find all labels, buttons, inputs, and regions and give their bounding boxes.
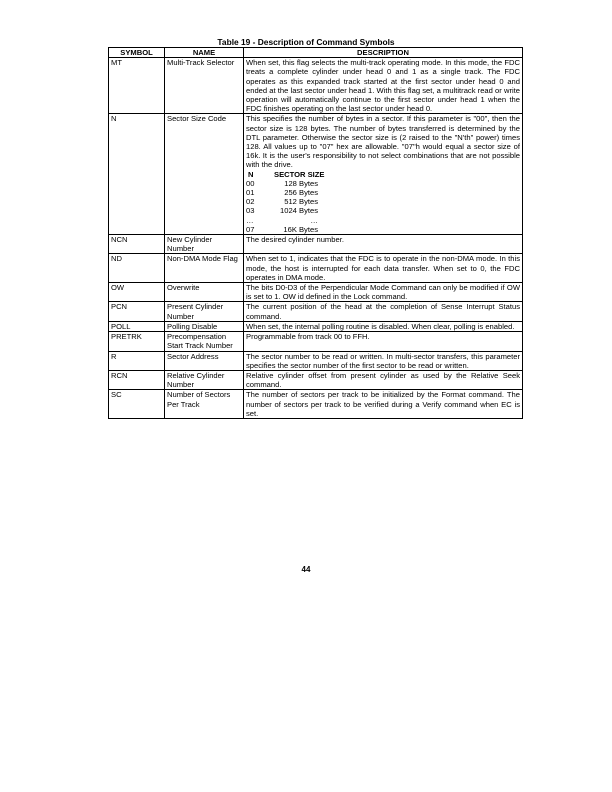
sector-size-n: 00	[246, 178, 255, 188]
sector-size-header-size: SECTOR SIZE	[274, 169, 325, 179]
table-row	[109, 58, 523, 114]
row-description: When set, this flag selects the multi-track operating mode. In this mode, the FDC treats a complete cylinder under head 0 and 1 as a single track. The FDC operates as this expanded track started at the first sector under head 0 and ended at the last sector under head 1. With this flag set, a multitrack read or write operation will automatically continue to the first sector under head 1 when the FDC finishes operating on the last sector under head 0.	[244, 58, 523, 114]
row-symbol: RCN	[109, 370, 165, 389]
row-description-cell	[244, 114, 523, 235]
row-description: When set to 1, indicates that the FDC is to operate in the non-DMA mode. In this mode, the host is interrupted for each data transfer. When set to 0, the FDC operates in DMA mode.	[244, 254, 523, 283]
table-row	[109, 332, 523, 351]
row-symbol: POLL	[109, 321, 165, 331]
table-row	[109, 390, 523, 419]
row-name: Polling Disable	[165, 321, 244, 331]
sector-size-value: 128 Bytes	[284, 178, 318, 188]
sector-size-value: 1024 Bytes	[280, 206, 318, 216]
sector-size-entry	[246, 206, 520, 215]
sector-size-entry	[246, 188, 520, 197]
row-name: Overwrite	[165, 283, 244, 302]
row-description: The desired cylinder number.	[244, 235, 523, 254]
sector-size-n: 03	[246, 206, 255, 216]
row-name: Non-DMA Mode Flag	[165, 254, 244, 283]
table-row	[109, 370, 523, 389]
sector-size-entry	[246, 225, 520, 234]
sector-size-n: 01	[246, 188, 255, 198]
row-name: Present Cylinder Number	[165, 302, 244, 321]
row-description: The bits D0-D3 of the Perpendicular Mode Command can only be modified if OW is set to 1. OW id defined in the Lock command.	[244, 283, 523, 302]
table-row	[109, 254, 523, 283]
sector-size-entry	[246, 197, 520, 206]
command-symbols-table	[108, 47, 523, 419]
sector-size-header-n: N	[248, 169, 254, 179]
table-row	[109, 235, 523, 254]
row-name: Number of Sectors Per Track	[165, 390, 244, 419]
row-name: New Cylinder Number	[165, 235, 244, 254]
row-description: The sector number to be read or written. In multi-sector transfers, this parameter specifies the sector number of the first sector to be read or written.	[244, 351, 523, 370]
sector-size-n: 07	[246, 224, 255, 234]
header-description: DESCRIPTION	[244, 48, 523, 58]
row-symbol: SC	[109, 390, 165, 419]
row-name: Relative Cylinder Number	[165, 370, 244, 389]
row-description: This specifies the number of bytes in a sector. If this parameter is "00", then the sector size is 128 bytes. The number of bytes transferred is determined by the DTL parameter. Otherwise the sector size is (2 raised to the "N'th" power) times 128. All values up to "07" hex are allowable. "07"h would equal a sector size of 16k. It is the user's responsibility to not select combinations that are not possible with the drive.	[246, 114, 520, 170]
row-name: Sector Address	[165, 351, 244, 370]
sector-size-n: 02	[246, 197, 255, 207]
row-symbol: N	[109, 114, 165, 235]
table-row	[109, 114, 523, 235]
row-symbol: MT	[109, 58, 165, 114]
sector-size-value: 256 Bytes	[284, 188, 318, 198]
table-row	[109, 321, 523, 331]
sector-size-entry	[246, 179, 520, 188]
table-header-row	[109, 48, 523, 58]
row-symbol: PRETRK	[109, 332, 165, 351]
row-symbol: R	[109, 351, 165, 370]
table-caption: Table 19 - Description of Command Symbols	[217, 37, 395, 47]
page-number: 44	[301, 565, 311, 574]
sector-size-list	[246, 170, 520, 234]
header-symbol: SYMBOL	[109, 48, 165, 58]
row-description: The current position of the head at the completion of Sense Interrupt Status command.	[244, 302, 523, 321]
sector-size-value: …	[310, 215, 318, 225]
row-name: Precompensation Start Track Number	[165, 332, 244, 351]
row-description: Programmable from track 00 to FFH.	[244, 332, 523, 351]
header-name: NAME	[165, 48, 244, 58]
sector-size-value: 16K Bytes	[283, 224, 318, 234]
row-name: Sector Size Code	[165, 114, 244, 235]
row-description: The number of sectors per track to be initialized by the Format command. The number of sectors per track to be verified during a Verify command when EC is set.	[244, 390, 523, 419]
table-row	[109, 351, 523, 370]
row-symbol: PCN	[109, 302, 165, 321]
row-description: When set, the internal polling routine is disabled. When clear, polling is enabled.	[244, 321, 523, 331]
sector-size-n: …	[246, 215, 254, 225]
table-row	[109, 302, 523, 321]
row-description: Relative cylinder offset from present cylinder as used by the Relative Seek command.	[244, 370, 523, 389]
sector-size-value: 512 Bytes	[284, 197, 318, 207]
row-symbol: ND	[109, 254, 165, 283]
row-symbol: NCN	[109, 235, 165, 254]
row-name: Multi-Track Selector	[165, 58, 244, 114]
table-row	[109, 283, 523, 302]
sector-size-header	[246, 170, 520, 179]
row-symbol: OW	[109, 283, 165, 302]
sector-size-entry	[246, 216, 520, 225]
